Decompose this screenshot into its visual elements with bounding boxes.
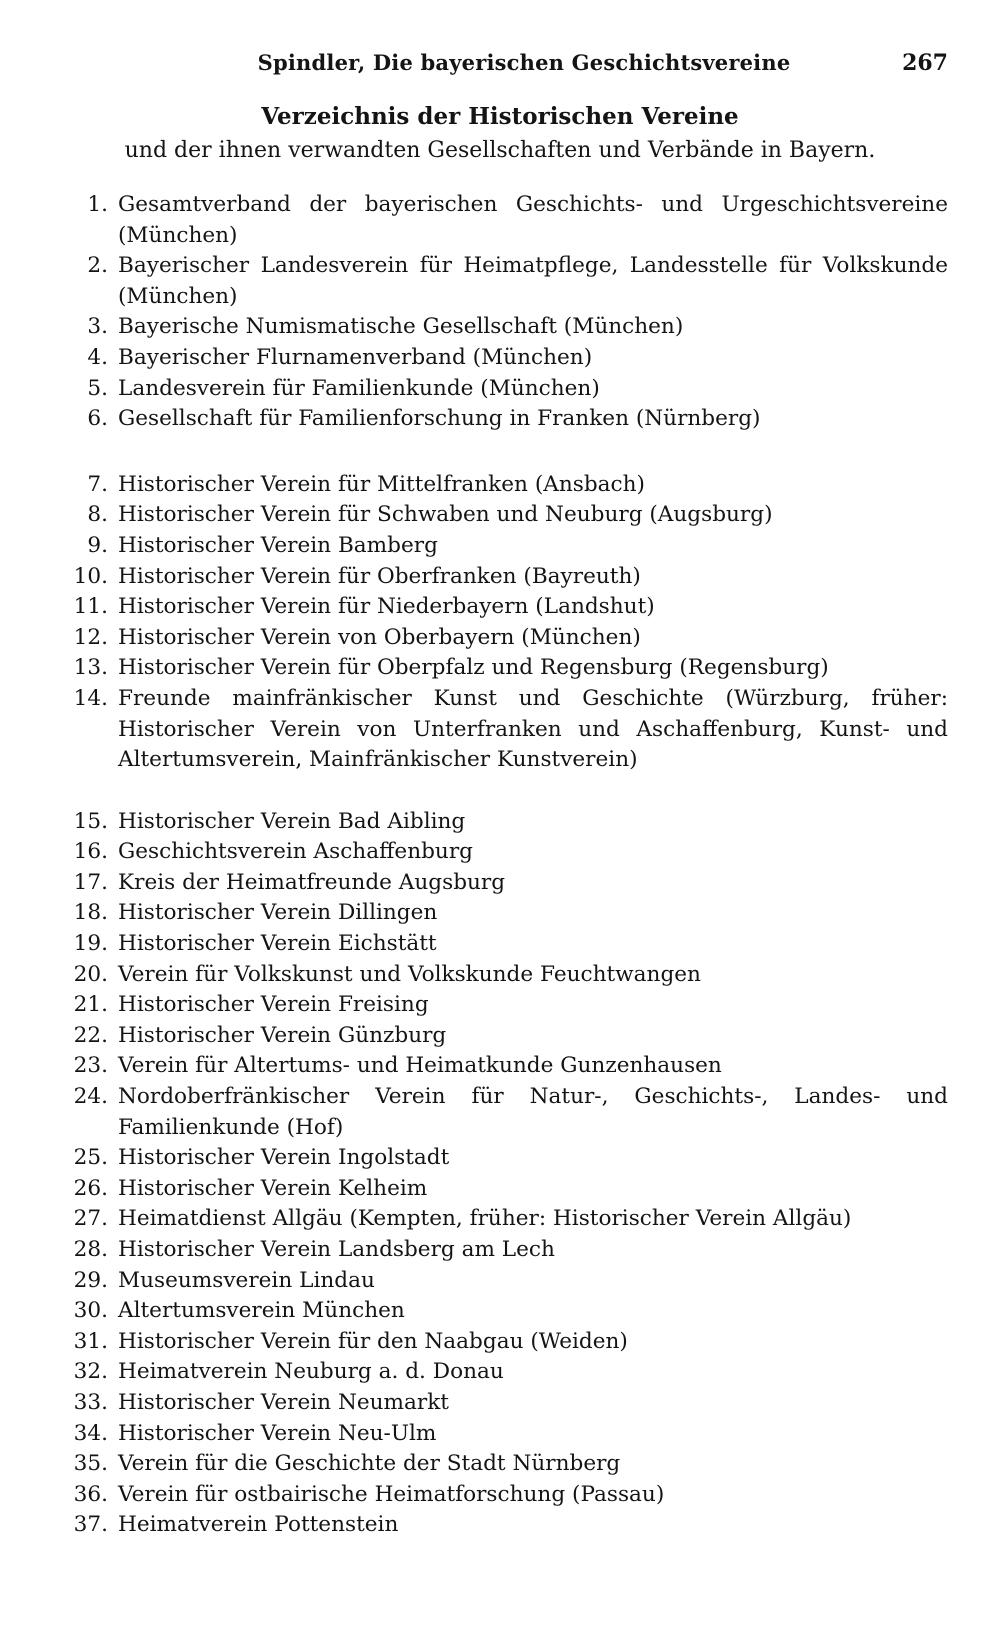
list-item-text: Verein für die Geschichte der Stadt Nürnberg	[118, 1451, 621, 1477]
list-item-text: Historischer Verein Freising	[118, 992, 429, 1018]
list-item	[60, 343, 948, 374]
list-item-text: Historischer Verein Neu-Ulm	[118, 1420, 437, 1446]
list-item-number: 26.	[73, 1175, 108, 1201]
list-item-text: Historischer Verein Günzburg	[118, 1022, 447, 1048]
list-item-number: 5.	[87, 375, 108, 401]
list-item-number: 15.	[73, 808, 108, 834]
list-item-number: 16.	[73, 839, 108, 865]
list-item	[60, 1480, 948, 1511]
list-item-number: 21.	[73, 992, 108, 1018]
list-item-text: Nordoberfränkischer Verein für Natur-, Geschichts-, Landes- und Familienkunde (Hof)	[118, 1084, 948, 1140]
list-item-number: 13.	[73, 655, 108, 681]
list-item	[60, 1051, 948, 1082]
list-item-text: Historischer Verein für Schwaben und Neuburg (Augsburg)	[118, 502, 773, 528]
running-header	[100, 50, 948, 86]
list-item	[60, 592, 948, 623]
list-item-number: 37.	[73, 1512, 108, 1538]
list-item	[60, 1204, 948, 1235]
list-item	[60, 623, 948, 654]
list-item-number: 30.	[73, 1298, 108, 1324]
list-item	[60, 990, 948, 1021]
list-item	[60, 500, 948, 531]
list-item-number: 20.	[73, 961, 108, 987]
list-item-text: Historischer Verein Eichstätt	[118, 931, 437, 957]
list-item	[60, 960, 948, 991]
list-item-text: Historischer Verein für Niederbayern (Landshut)	[118, 594, 655, 620]
list-item-text: Verein für ostbairische Heimatforschung (Passau)	[118, 1481, 665, 1507]
list-item-text: Historischer Verein für Oberpfalz und Regensburg (Regensburg)	[118, 655, 829, 681]
list-item-text: Bayerischer Landesverein für Heimatpflege, Landesstelle für Volkskunde (München)	[118, 253, 948, 309]
list-item-number: 19.	[73, 931, 108, 957]
list-item	[60, 868, 948, 899]
list-item-number: 35.	[73, 1451, 108, 1477]
list-item-number: 34.	[73, 1420, 108, 1446]
page-number: 267	[902, 50, 948, 76]
heading-subtitle: und der ihnen verwandten Gesellschaften und Verbände in Bayern.	[124, 138, 876, 163]
list-item-number: 10.	[73, 563, 108, 589]
list-item-number: 36.	[73, 1481, 108, 1507]
list-item-number: 23.	[73, 1053, 108, 1079]
section-heading	[60, 100, 940, 168]
list-item	[60, 1357, 948, 1388]
list-item	[60, 898, 948, 929]
list-item	[60, 404, 948, 435]
list-item	[60, 531, 948, 562]
list-item-number: 3.	[87, 314, 108, 340]
list-item-text: Verein für Altertums- und Heimatkunde Gunzenhausen	[118, 1053, 722, 1079]
list-item	[60, 1174, 948, 1205]
list-item-text: Historischer Verein Bad Aibling	[118, 808, 466, 834]
list-item-number: 12.	[73, 624, 108, 650]
list-item-text: Landesverein für Familienkunde (München)	[118, 375, 600, 401]
list-item	[60, 1082, 948, 1143]
list-item-text: Historischer Verein von Oberbayern (München)	[118, 624, 641, 650]
list-item-text: Freunde mainfränkischer Kunst und Geschichte (Würzburg, früher: Historischer Verein von Unterfranken und Aschaffenburg, Kunst- und Altertumsverein, Mainfränkischer Kunstverein)	[118, 685, 948, 773]
list-item-text: Historischer Verein Neumarkt	[118, 1389, 449, 1415]
list-item	[60, 929, 948, 960]
list-item-text: Historischer Verein Dillingen	[118, 900, 438, 926]
list-item-number: 18.	[73, 900, 108, 926]
list-item	[60, 807, 948, 838]
list-item-text: Heimatverein Neuburg a. d. Donau	[118, 1359, 504, 1385]
running-title: Spindler, Die bayerischen Geschichtsvereine	[257, 50, 791, 75]
list-item-number: 17.	[73, 869, 108, 895]
list-item-text: Historischer Verein für Mittelfranken (Ansbach)	[118, 471, 645, 497]
list-item-number: 14.	[73, 685, 108, 711]
list-item	[60, 1021, 948, 1052]
list-item	[60, 1235, 948, 1266]
list-item-text: Historischer Verein für den Naabgau (Weiden)	[118, 1328, 628, 1354]
list-item-text: Kreis der Heimatfreunde Augsburg	[118, 869, 506, 895]
list-item	[60, 1449, 948, 1480]
list-item-number: 2.	[87, 253, 108, 279]
list-item-number: 9.	[87, 532, 108, 558]
list-item	[60, 653, 948, 684]
list-item-text: Museumsverein Lindau	[118, 1267, 375, 1293]
list-item-text: Historischer Verein Ingolstadt	[118, 1145, 450, 1171]
list-item-text: Gesamtverband der bayerischen Geschichts- und Urgeschichtsvereine (München)	[118, 192, 948, 248]
list-item-number: 31.	[73, 1328, 108, 1354]
list-item	[60, 1296, 948, 1327]
list-item-number: 25.	[73, 1145, 108, 1171]
list-item-text: Bayerische Numismatische Gesellschaft (München)	[118, 314, 684, 340]
list-item-number: 8.	[87, 502, 108, 528]
list-item-number: 24.	[73, 1084, 108, 1110]
list-item-number: 28.	[73, 1237, 108, 1262]
list-item	[60, 1419, 948, 1450]
list-item-number: 33.	[73, 1389, 108, 1415]
list-item	[60, 312, 948, 343]
list-item-text: Historischer Verein Landsberg am Lech	[118, 1237, 555, 1262]
list-item-text: Historischer Verein für Oberfranken (Bayreuth)	[118, 563, 641, 589]
list-item	[60, 1510, 948, 1541]
list-item	[60, 251, 948, 312]
list-item	[60, 1327, 948, 1358]
list-item	[60, 1266, 948, 1297]
list-item-number: 29.	[73, 1267, 108, 1293]
heading-title: Verzeichnis der Historischen Vereine	[261, 103, 739, 130]
list-item	[60, 562, 948, 593]
list-item	[60, 684, 948, 776]
list-item-text: Gesellschaft für Familienforschung in Franken (Nürnberg)	[118, 406, 761, 432]
list-item-number: 6.	[87, 406, 108, 432]
list-item-number: 22.	[73, 1022, 108, 1048]
list-item-text: Altertumsverein München	[118, 1298, 405, 1324]
list-item-number: 32.	[73, 1359, 108, 1385]
list-item	[60, 374, 948, 405]
list-item-number: 4.	[87, 344, 108, 370]
list-item	[60, 470, 948, 501]
list-item-text: Heimatdienst Allgäu (Kempten, früher: Historischer Verein Allgäu)	[118, 1206, 852, 1232]
list-item-text: Geschichtsverein Aschaffenburg	[118, 839, 473, 865]
list-item-number: 11.	[73, 594, 108, 620]
list-item-text: Verein für Volkskunst und Volkskunde Feuchtwangen	[118, 961, 701, 987]
list-item	[60, 190, 948, 251]
list-item-text: Historischer Verein Bamberg	[118, 532, 438, 558]
list-item-number: 1.	[87, 192, 108, 217]
list-item	[60, 1388, 948, 1419]
list-item-number: 27.	[73, 1206, 108, 1232]
list-item-text: Bayerischer Flurnamenverband (München)	[118, 344, 593, 370]
list-item-text: Historischer Verein Kelheim	[118, 1175, 428, 1201]
list-item-text: Heimatverein Pottenstein	[118, 1512, 399, 1538]
list-item-number: 7.	[87, 471, 108, 497]
list-item	[60, 1143, 948, 1174]
list-item	[60, 837, 948, 868]
association-list	[60, 190, 948, 1541]
